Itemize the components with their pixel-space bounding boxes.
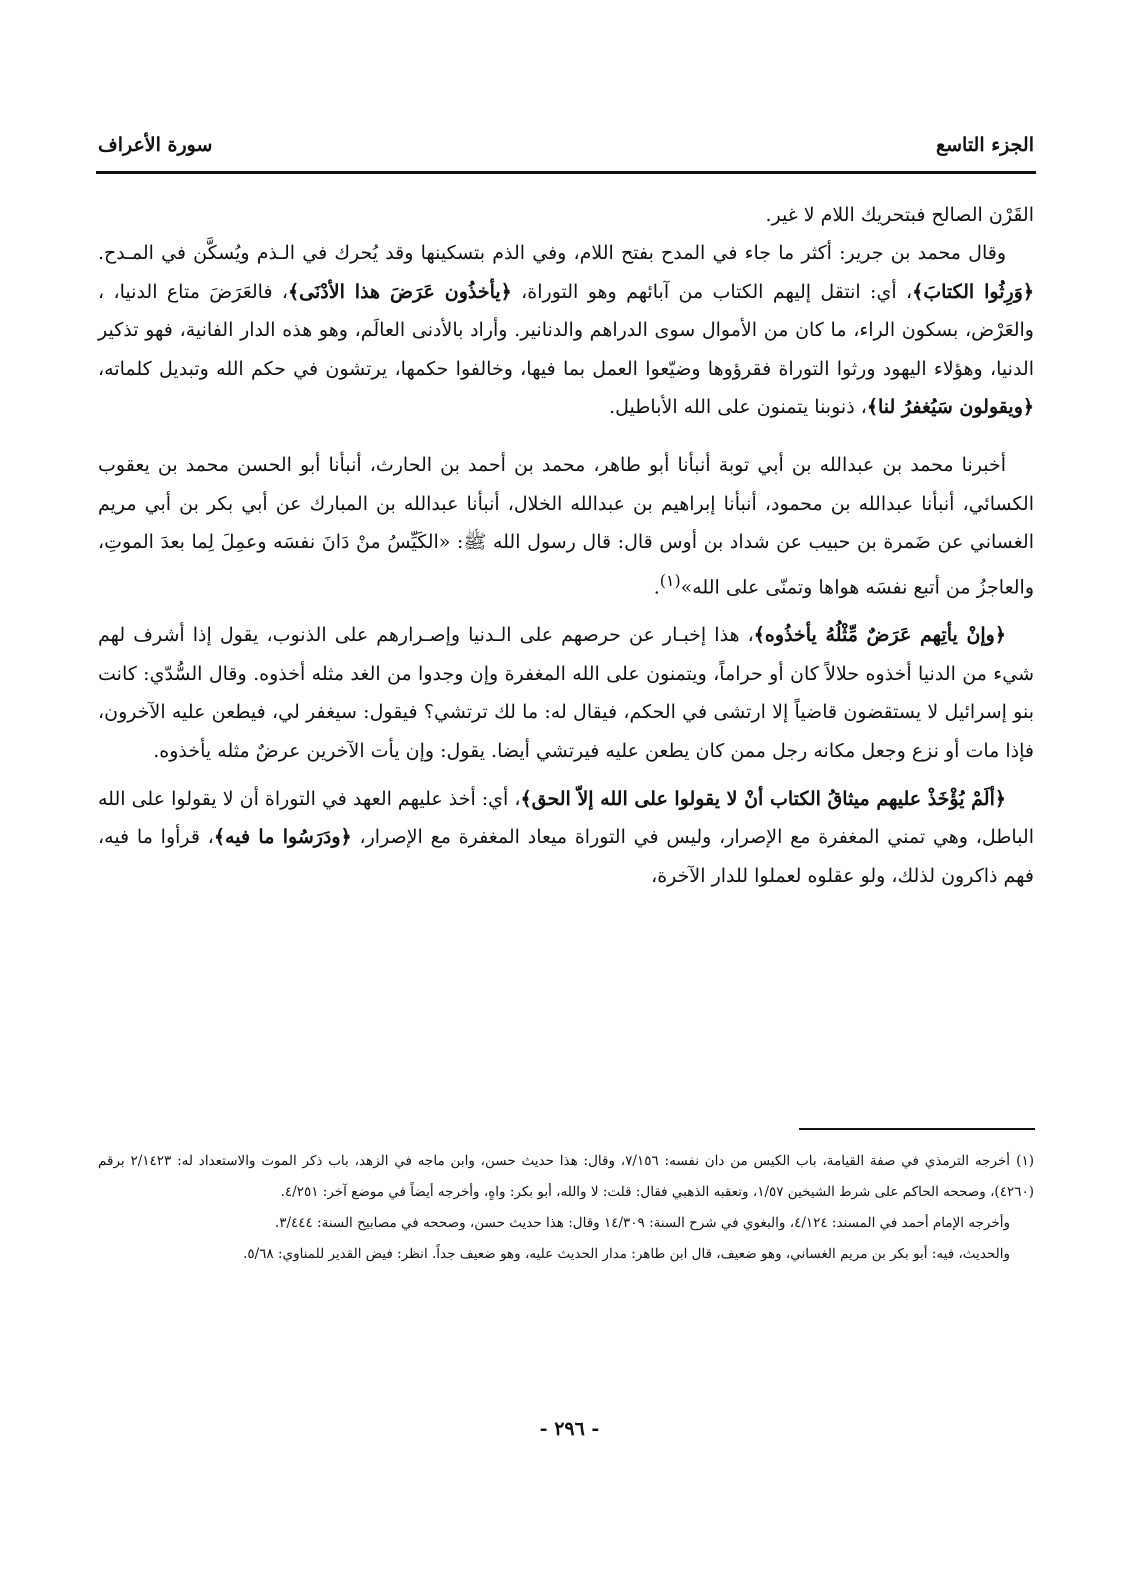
page-number: - ٢٩٦ - [539,1418,600,1440]
paragraph-4: ﴿وإنْ يأتِهم عَرَضٌ مِّثْلُهُ يأخذُوه﴾، هذا إخبـار عن حرصهم على الـدنيا وإصـرارهم على الذنوب، يقول إذا أشرف لهم شيء من الدنيا أخذوه حلالاً كان أو حراماً، ويتمنون على الله المغفرة وإن وجدوا من الغد مثله أخذوه. وقال السُّدّي: كانت بنو إسرائيل لا يستقضون قاضياً إلا ارتشى في الحكم، فيقال له: ما لك ترتشي؟ فيقول: سيغفر لي، فيطعن عليه الآخرون، فإذا مات أو نزع وجعل مكانه رجل ممن كان يطعن عليه فيرتشي أيضا. يقول: وإن يأت الآخرين عرضٌ مثله يأخذوه. [98,624,1034,762]
surah-title: سورة الأعراف [98,134,213,156]
quran-verse: ﴿ودَرَسُوا ما فيه﴾ [213,826,352,849]
footnote-ref[interactable]: (١) [659,570,681,590]
footnote-1-continued: وأخرجه الإمام أحمد في المسند: ٤/١٢٤، والبغوي في شرح السنة: ١٤/٣٠٩ وقال: هذا حديث حسن، وصححه في مصابيح السنة: ٣/٤٤٤. [274,1215,1010,1231]
header-rule [96,171,1036,174]
quran-verse: ﴿ألَمْ يُؤْخَذْ عليهم ميثاقُ الكتاب أنْ لا يقولوا على الله إلاّ الحق﴾ [520,788,1006,811]
running-header [98,128,1034,162]
main-text [98,196,1034,895]
quran-verse: ﴿ويقولون سَيُغفرُ لنا﴾ [866,396,1034,419]
part-title: الجزء التاسع [936,134,1034,156]
quran-verse: ﴿وَرِثُوا الكتابَ﴾ [912,280,1035,303]
paragraph-5: ﴿ألَمْ يُؤْخَذْ عليهم ميثاقُ الكتاب أنْ لا يقولوا على الله إلاّ الحق﴾، أي: أخذ عليهم العهد في التوراة أن لا يقولوا على الله الباطل، وهي تمني المغفرة مع الإصرار، وليس في التوراة ميعاد المغفرة مع الإصرار، ﴿ودَرَسُوا ما فيه﴾، قرأوا ما فيه، فهم ذاكرون لذلك، ولو عقلوه لعملوا للدار الآخرة، [98,788,1034,887]
footnote-1-remark: والحديث، فيه: أبو بكر بن مريم الغساني، وهو ضعيف، قال ابن طاهر: مدار الحديث عليه، وهو ضعيف جداً. انظر: فيض القدير للمناوي: ٥/٦٨. [243,1246,1010,1262]
footnote-1: (١)أخرجه الترمذي في صفة القيامة، باب الكيس من دان نفسه: ٧/١٥٦، وقال: هذا حديث حسن، وابن ماجه في الزهد، باب ذكر الموت والاستعداد له: ٢/١٤٢٣ برقم (٤٢٦٠)، وصححه الحاكم على شرط الشيخين ١/٥٧، وتعقبه الذهبي فقال: قلت: لا والله، أبو بكر: واهٍ، وأخرجه أيضاً في موضع آخر: ٤/٢٥١. [98,1146,1034,1208]
footnote-marker: (١) [1016,1153,1034,1169]
footnotes [98,1146,1034,1270]
paragraph-1: القَرْن الصالح فبتحريك اللام لا غير. [765,204,1034,226]
paragraph-2: وقال محمد بن جرير: أكثر ما جاء في المدح بفتح اللام، وفي الذم بتسكينها وقد يُحرك في الـذم ويُسكَّن في المـدح. ﴿وَرِثُوا الكتابَ﴾، أي: انتقل إليهم الكتاب من آبائهم وهو التوراة، ﴿يأخذُون عَرَضَ هذا الأدْنَى﴾، فالعَرَضَ متاع الدنيا، ، والعَرْض، بسكون الراء، ما كان من الأموال سوى الدراهم والدنانير. وأراد بالأدنى العالَم، وهو هذه الدار الفانية، فهو تذكير الدنيا، وهؤلاء اليهود ورثوا التوراة فقرؤوها وضيّعوا العمل بما فيها، وخالفوا حكمها، يرتشون في حكم الله وتبديل كلماته، ﴿ويقولون سَيُغفرُ لنا﴾، ذنوبنا يتمنون على الله الأباطيل. [98,242,1035,419]
paragraph-3-hadith: أخبرنا محمد بن عبدالله بن أبي توبة أنبأنا أبو طاهر، محمد بن أحمد بن الحارث، أنبأنا أبو الحسن محمد بن يعقوب الكسائي، أنبأنا عبدالله بن محمود، أنبأنا إبراهيم بن عبدالله الخلال، أنبأنا عبدالله بن المبارك عن أبي بكر بن أبي مريم الغساني عن ضَمرة بن حبيب عن شداد بن أوس قال: قال رسول الله ﷺ: «الكَيِّسُ منْ دَانَ نفسَه وعمِلَ لِما بعدَ الموتِ، والعاجزُ من أتبع نفسَه هواها وتمنّى على الله»$^{(١)}$. [98,454,1034,598]
quran-verse: ﴿يأخذُون عَرَضَ هذا الأدْنَى﴾ [288,280,512,303]
quran-verse: ﴿وإنْ يأتِهم عَرَضٌ مِّثْلُهُ يأخذُوه﴾ [753,624,1006,647]
footnote-rule [799,1128,1035,1130]
